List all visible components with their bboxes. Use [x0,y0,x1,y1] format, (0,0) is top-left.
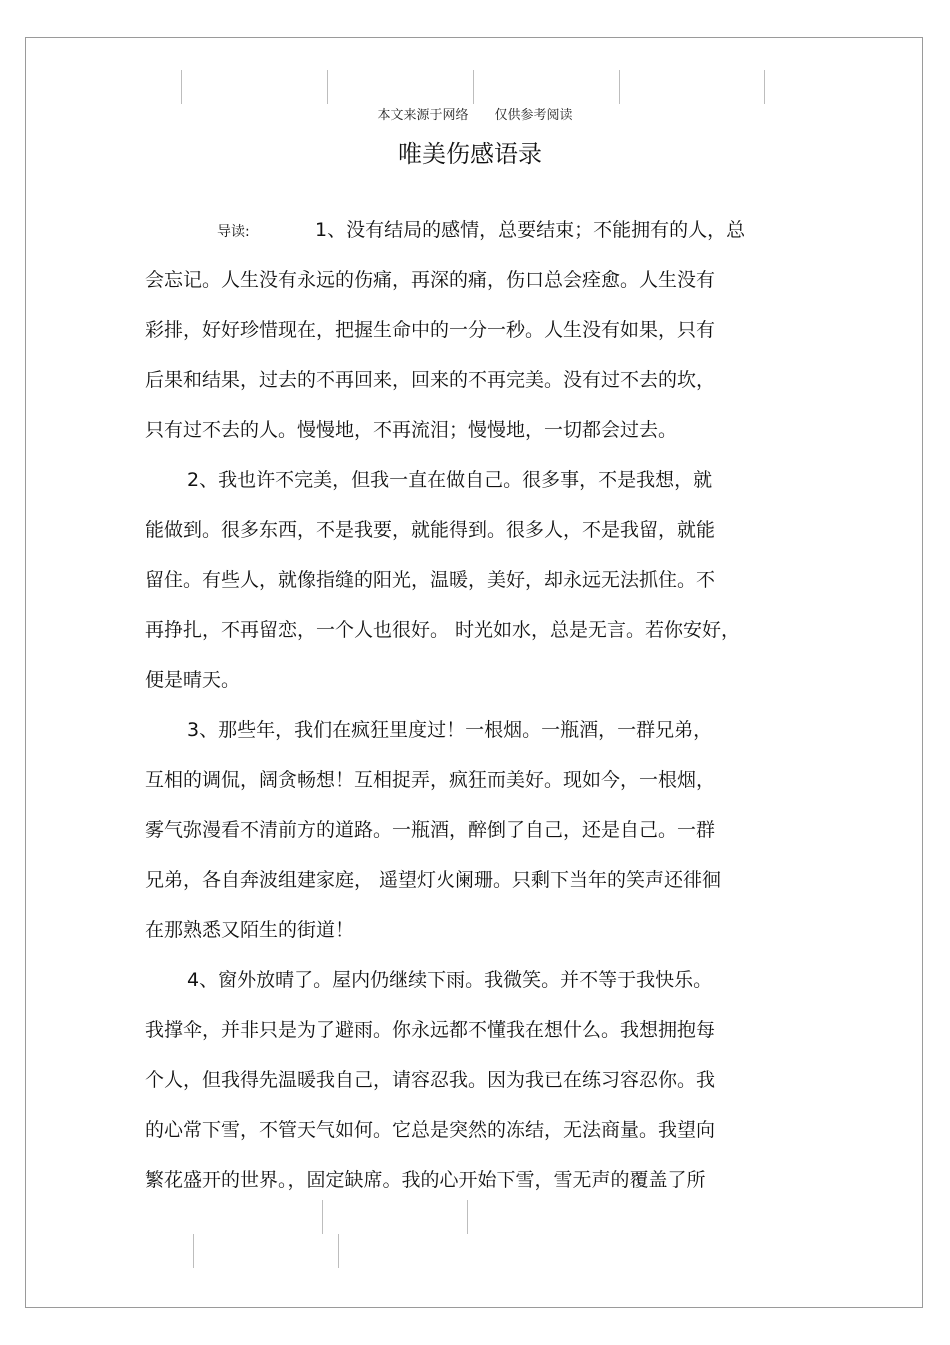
text-line: 留住。有些人，就像指缝的阳光，温暖，美好，却永远无法抓住。不 [145,569,716,591]
text-line: 兄弟，各自奔波组建家庭， 遥望灯火阑珊。只剩下当年的笑声还徘徊 [145,869,722,891]
text-line: 后果和结果，过去的不再回来，回来的不再完美。没有过不去的坎， [145,369,716,391]
text-line: 能做到。很多东西，不是我要，就能得到。很多人，不是我留，就能 [145,519,716,541]
text-line: 互相的调侃，阔贪畅想！互相捉弄，疯狂而美好。现如今，一根烟， [145,769,716,791]
header-note [0,104,950,123]
column-mark [467,1200,468,1234]
text-line: 我撑伞，并非只是为了避雨。你永远都不懂我在想什么。我想拥抱每 [145,1019,716,1041]
text-line: 3、那些年，我们在疯狂里度过！一根烟。一瓶酒，一群兄弟， [187,719,713,741]
source-note: 本文来源于网络 [377,108,469,123]
column-mark [764,70,765,104]
text-line: 的心常下雪，不管天气如何。它总是突然的冻结，无法商量。我望向 [145,1119,716,1141]
text-line: 在那熟悉又陌生的街道！ [145,919,355,941]
text-line: 再挣扎，不再留恋，一个人也很好。 时光如水，总是无言。若你安好， [145,619,741,641]
column-mark [619,70,620,104]
column-mark [193,1234,194,1268]
column-mark [181,70,182,104]
article-body [145,205,795,1205]
text-line: 4、窗外放晴了。屋内仍继续下雨。我微笑。并不等于我快乐。 [187,969,713,991]
text-line: 便是晴天。 [145,669,241,691]
page-title: 唯美伤感语录 [398,140,542,168]
text-line: 彩排，好好珍惜现在，把握生命中的一分一秒。人生没有如果，只有 [145,319,716,341]
column-mark [322,1200,323,1234]
text-line: 只有过不去的人。慢慢地，不再流泪；慢慢地，一切都会过去。 [145,419,678,441]
text-line: 2、我也许不完美，但我一直在做自己。很多事，不是我想，就 [187,469,713,491]
text-line-content: 1、没有结局的感情，总要结束；不能拥有的人，总 [315,219,746,241]
column-mark [327,70,328,104]
text-line: 雾气弥漫看不清前方的道路。一瓶酒，醉倒了自己，还是自己。一群 [145,819,716,841]
reference-note: 仅供参考阅读 [494,108,573,123]
column-mark [473,70,474,104]
lead-label: 导读: [217,224,250,240]
text-line: 会忘记。人生没有永远的伤痛，再深的痛，伤口总会痊愈。人生没有 [145,269,716,291]
column-mark [338,1234,339,1268]
text-line [145,205,795,255]
text-line: 个人，但我得先温暖我自己，请容忍我。因为我已在练习容忍你。我 [145,1069,716,1091]
text-line: 繁花盛开的世界。，固定缺席。我的心开始下雪，雪无声的覆盖了所 [145,1169,706,1191]
